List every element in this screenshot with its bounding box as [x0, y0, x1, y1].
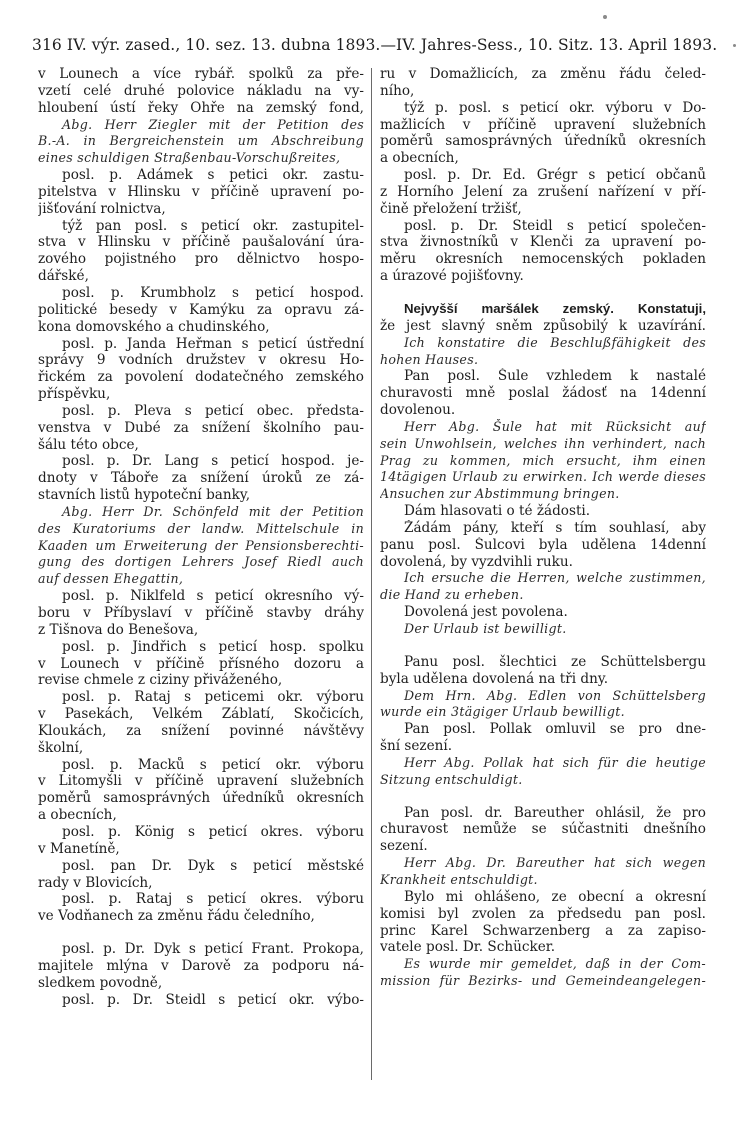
text-line: posl. p. Dr. Steidl s peticí okr. výbo- [62, 991, 364, 1008]
text-line: sein Unwohlsein, welches ihn verhindert, nach [380, 435, 706, 451]
text-line: v Manetíně, [38, 840, 120, 857]
text-line: posl. p. Pleva s peticí obec. předsta- [62, 402, 364, 419]
text-line: že jest slavný sněm způsobilý k uzavírání. [380, 317, 706, 334]
text-line: Herr Abg. Dr. Bareuther hat sich wegen [404, 855, 706, 871]
text-line: sledkem povodně, [38, 974, 163, 991]
text-line: poměrů samosprávných úředníků okresních [38, 790, 364, 807]
text-line: kona domovského a chudinského, [38, 318, 270, 335]
text-line: Dovolená jest povolena. [404, 604, 568, 621]
text-line: wurde ein 3tägiger Urlaub bewilligt. [380, 704, 625, 720]
text-line: posl. p. Janda Heřman s peticí ústřední [62, 335, 364, 352]
text-line: princ Karel Schwarzenberg a za zapiso- [380, 922, 706, 939]
text-line: z Tišnova do Benešova, [38, 621, 199, 638]
text-line: stva v Hlinsku v příčině paušalování úra- [38, 234, 364, 251]
text-line: Kaaden um Erweiterung der Pensionsberechti- [38, 537, 364, 553]
text-line: pitelstva v Hlinsku v příčině upravení po- [38, 183, 364, 200]
text-line: posl. p. König s peticí okres. výboru [62, 823, 364, 840]
text-line: panu posl. Šulcovi byla udělena 14denní [380, 536, 706, 553]
text-line: politické besedy v Kamýku za opravu zá- [38, 301, 364, 318]
text-line: churavosti mně poslal žádosť na 14denní [380, 385, 706, 402]
paragraph-gap [380, 638, 706, 654]
text-line: Dem Hrn. Abg. Edlen von Schüttelsberg [404, 687, 706, 703]
text-line: komisi byl zvolen za předsedu pan posl. [380, 905, 706, 922]
text-line: eines schuldigen Straßenbau-Vorschußreites, [38, 150, 341, 166]
text-line: jišťování rolnictva, [38, 200, 166, 217]
text-line: dnoty v Táboře za snížení úroků ze zá- [38, 470, 364, 487]
text-line: Prag zu kommen, mich ersucht, ihm einen [380, 452, 706, 468]
text-line: hohen Hauses. [380, 351, 479, 367]
text-line: posl. p. Dr. Lang s peticí hospod. je- [62, 453, 364, 470]
text-line: a obecních, [380, 150, 459, 167]
text-line: měru okresních nemocenských pokladen [380, 251, 706, 268]
text-line: v Litomyšli v příčině upravení služebních [38, 773, 364, 790]
text-line: 14tägigen Urlaub zu erwirken. Ich werde dieses [380, 469, 706, 485]
text-line: z Horního Jelení za zrušení nařízení v pří- [380, 183, 706, 200]
text-line: hloubení ústí řeky Ohře na zemský fond, [38, 99, 364, 116]
text-line: Der Urlaub ist bewilligt. [404, 621, 567, 636]
text-line: Ich konstatire die Beschlußfähigkeit des [404, 334, 706, 350]
text-line: byla udělena dovolená na tři dny. [380, 670, 609, 687]
text-line: školní, [38, 739, 84, 756]
text-line: příspěvku, [38, 386, 111, 403]
header-german: IV. Jahres-Sess., 10. Sitz. 13. April 1893. [396, 36, 718, 54]
text-line: Bylo mi ohlášeno, ze obecní a okresní [404, 888, 706, 905]
text-line: Ich ersuche die Herren, welche zustimmen, [404, 570, 706, 586]
right-column [380, 66, 706, 990]
left-column [38, 66, 364, 1008]
text-line: ru v Domažlicích, za změnu řádu čeled- [380, 66, 706, 82]
text-line: Herr Abg. Šule hat mit Rücksicht auf [404, 418, 706, 434]
text-line: venstva v Dubé za snížení školního pau- [38, 419, 364, 436]
text-line: die Hand zu erheben. [380, 587, 524, 603]
text-line: sezení. [380, 838, 428, 855]
text-line: a úrazové pojišťovny. [380, 268, 524, 285]
text-line: týž pan posl. s peticí okr. zastupitel- [62, 217, 364, 234]
text-line: a obecních, [38, 807, 117, 824]
text-line: posl. pan Dr. Dyk s peticí městské [62, 857, 364, 874]
text-line: řickém za povolení dodatečného zemského [38, 369, 364, 386]
text-line: churavost nemůže se súčastniti dnešního [380, 821, 706, 838]
text-line: v Pasekách, Velkém Záblatí, Skočicích, [38, 706, 364, 723]
header-dash: — [380, 36, 397, 54]
page-header [30, 36, 720, 54]
text-line: auf dessen Ehegattin, [38, 571, 184, 587]
text-line: čině přeložení tržišť, [380, 200, 522, 217]
text-line: Es wurde mir gemeldet, daß in der Com- [404, 956, 706, 972]
text-line: poměrů samosprávných úředníků okresních [380, 133, 706, 150]
text-line: posl. p. Dr. Ed. Grégr s peticí občanů [404, 167, 706, 184]
text-line: posl. p. Krumbholz s peticí hospod. [62, 284, 364, 301]
text-line: Pan posl. Šule vzhledem k nastalé [404, 368, 706, 385]
text-line: Pan posl. dr. Bareuther ohlásil, že pro [404, 804, 706, 821]
text-line: zového pojistného pro dělnictvo hospo- [38, 251, 364, 268]
text-line: v Lounech a více rybář. spolků za pře- [38, 66, 364, 82]
text-line: gung des dortigen Lehrers Josef Riedl auch [38, 554, 364, 570]
text-line: správy 9 vodních družstev v okresu Ho- [38, 352, 364, 369]
text-line: Herr Abg. Pollak hat sich für die heutige [404, 754, 706, 770]
print-speck [603, 15, 607, 19]
text-line: Nejvyšší maršálek zemský. Konstatuji, [404, 300, 706, 316]
paragraph-gap [380, 285, 706, 301]
text-line: stavních listů hypoteční banky, [38, 487, 251, 504]
text-line: mažlicích v příčině upravení služebních [380, 116, 706, 133]
text-line: rady v Blovicích, [38, 874, 153, 891]
text-line: revise chmele z ciziny přiváženého, [38, 672, 283, 689]
text-line: vzetí celé druhé polovice nákladu na vy- [38, 82, 364, 99]
text-line: ního, [380, 82, 415, 99]
text-line: posl. p. Niklfeld s peticí okresního vý- [62, 588, 364, 605]
header-czech: 316 IV. výr. zased., 10. sez. 13. dubna 1893. [32, 36, 381, 54]
text-line: B.-A. in Bergreichenstein um Abschreibung [38, 133, 364, 149]
text-line: Pan posl. Pollak omluvil se pro dne- [404, 721, 706, 738]
text-line: Panu posl. šlechtici ze Schüttelsbergu [404, 653, 706, 670]
text-line: vatele posl. Dr. Schücker. [380, 939, 556, 956]
text-line: dovolenou. [380, 402, 456, 419]
text-line: týž p. posl. s peticí okr. výboru v Do- [404, 99, 706, 116]
text-line: dářské, [38, 268, 89, 285]
text-line: šálu této obce, [38, 436, 139, 453]
print-speck [733, 44, 736, 47]
text-line: Abg. Herr Dr. Schönfeld mit der Petition [62, 503, 364, 519]
text-line: v Lounech v příčině přísného dozoru a [38, 655, 364, 672]
text-line: posl. p. Jindřich s peticí hosp. spolku [62, 638, 364, 655]
text-line: majitele mlýna v Darově za podporu ná- [38, 957, 364, 974]
text-line: Abg. Herr Ziegler mit der Petition des [62, 116, 364, 132]
text-line: Dám hlasovati o té žádosti. [404, 503, 591, 520]
paragraph-gap [38, 925, 364, 941]
text-line: mission für Bezirks- und Gemeindeangelegen- [380, 973, 706, 989]
text-line: ve Vodňanech za změnu řádu čeledního, [38, 908, 315, 925]
text-line: Krankheit entschuldigt. [380, 871, 538, 887]
text-line: posl. p. Rataj s peticemi okr. výboru [62, 689, 364, 706]
text-line: dovolená, by vyzdvihli ruku. [380, 553, 573, 570]
text-line: stva živnostníků v Klenči za upravení po- [380, 234, 706, 251]
text-line: Ansuchen zur Abstimmung bringen. [380, 486, 620, 502]
text-line: posl. p. Macků s peticí okr. výboru [62, 756, 364, 773]
text-line: posl. p. Dr. Dyk s peticí Frant. Prokopa, [62, 941, 364, 958]
text-line: posl. p. Rataj s peticí okres. výboru [62, 891, 364, 908]
text-line: šní sezení. [380, 738, 453, 755]
text-line: posl. p. Dr. Steidl s peticí společen- [404, 217, 706, 234]
text-line: Sitzung entschuldigt. [380, 771, 523, 787]
column-divider [371, 68, 372, 1080]
text-line: Žádám pány, kteří s tím souhlasí, aby [404, 519, 706, 536]
text-line: des Kuratoriums der landw. Mittelschule in [38, 520, 364, 536]
paragraph-gap [380, 789, 706, 805]
text-line: posl. p. Adámek s petici okr. zastu- [62, 167, 364, 184]
text-line: boru v Příbyslaví v příčině stavby dráhy [38, 605, 364, 621]
text-line: Kloukách, za snížení povinné návštěvy [38, 722, 364, 739]
